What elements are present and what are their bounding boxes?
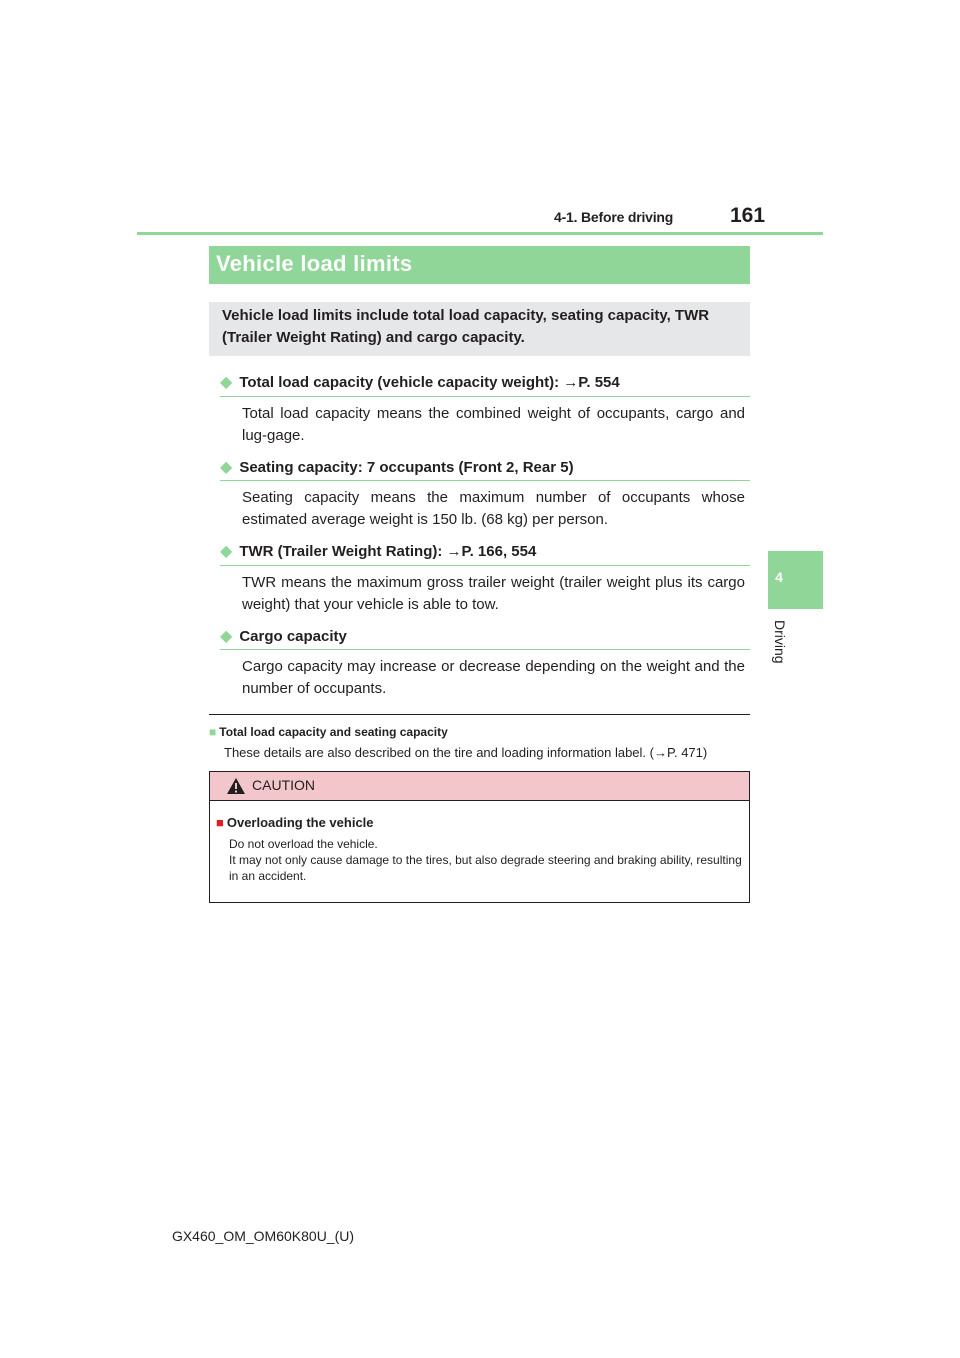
item-heading-seating [220,457,574,477]
item-divider [220,396,750,397]
note-heading-text: Total load capacity and seating capacity [219,725,448,739]
warning-triangle-icon [226,777,246,800]
diamond-icon: ◆ [220,459,233,476]
item-body-twr: TWR means the maximum gross trailer weight (trailer weight plus its cargo weight) that your vehicle is able to tow. [242,574,745,613]
item-heading-text: TWR (Trailer Weight Rating): →P. 166, 554 [239,543,537,560]
square-bullet-icon: ■ [216,815,224,830]
item-body-cargo: Cargo capacity may increase or decrease depending on the weight and the number of occupants. [242,658,745,697]
caution-line: It may not only cause damage to the tires, but also degrade steering and braking ability, resulting in an accident. [229,853,742,883]
footer-code: GX460_OM_OM60K80U_(U) [171,1228,355,1244]
item-heading-total-load [220,372,620,392]
square-bullet-icon: ■ [209,725,217,739]
item-heading-text: Seating capacity: 7 occupants (Front 2, Rear 5) [239,459,574,476]
diamond-icon: ◆ [220,374,233,391]
intro-text: Vehicle load limits include total load capacity, seating capacity, TWR (Trailer Weight Rating) and cargo capacity. [222,307,710,346]
note-heading [209,725,448,739]
item-heading-text: Cargo capacity [239,628,347,645]
item-heading-twr [220,541,536,561]
caution-line: Do not overload the vehicle. [229,837,378,851]
section-divider [209,714,750,715]
chapter-label: Driving [772,620,788,664]
diamond-icon: ◆ [220,543,233,560]
caution-heading [216,815,374,830]
item-divider [220,480,750,481]
item-body-total-load: Total load capacity means the combined weight of occupants, cargo and lug-gage. [242,405,745,444]
note-body: These details are also described on the tire and loading information label. (→P. 471) [224,745,708,760]
header-section-title: 4-1. Before driving [554,209,674,225]
caution-body [229,836,744,884]
caution-label: CAUTION [252,777,315,793]
page-title: Vehicle load limits [216,251,413,276]
item-divider [220,649,750,650]
page-number: 161 [730,204,766,227]
diamond-icon: ◆ [220,628,233,645]
item-heading-text: Total load capacity (vehicle capacity weight): →P. 554 [239,374,620,391]
item-body-seating: Seating capacity means the maximum number of occupants whose estimated average weight is 150 lb. (68 kg) per person. [242,489,745,528]
caution-heading-text: Overloading the vehicle [226,815,374,830]
item-divider [220,565,750,566]
item-heading-cargo [220,626,347,646]
header-divider [137,232,823,235]
chapter-number: 4 [775,569,783,585]
